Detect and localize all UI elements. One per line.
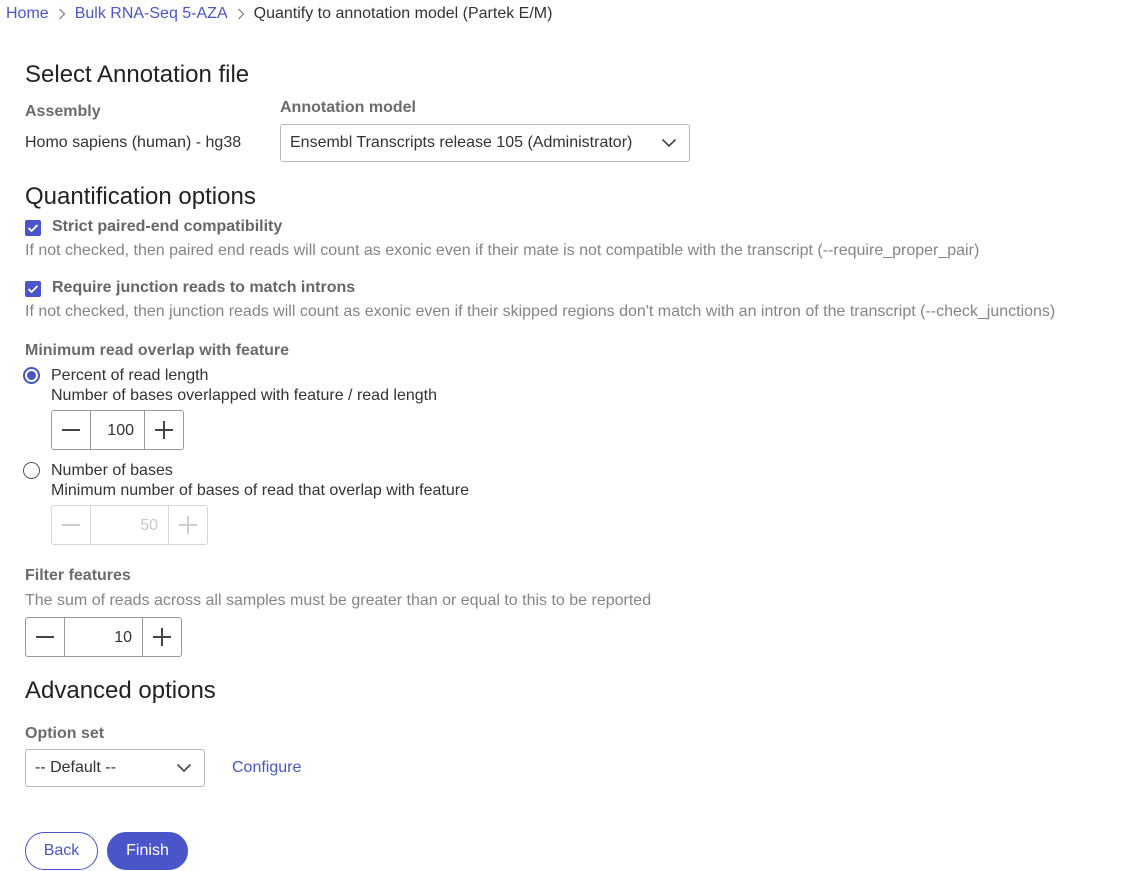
number-of-bases-desc: Minimum number of bases of read that overlap with feature [51, 482, 469, 499]
filter-features-stepper[interactable] [25, 617, 182, 657]
plus-icon [155, 421, 173, 439]
breadcrumb-current: Quantify to annotation model (Partek E/M) [253, 5, 553, 22]
number-of-bases-label: Number of bases [51, 462, 173, 479]
chevron-right-icon [58, 8, 66, 20]
breadcrumb-home-link[interactable]: Home [6, 5, 49, 22]
plus-icon [179, 516, 197, 534]
plus-icon [153, 628, 171, 646]
option-set-select[interactable] [25, 749, 205, 787]
chevron-down-icon [661, 138, 677, 148]
assembly-value: Homo sapiens (human) - hg38 [25, 134, 242, 151]
minus-icon [62, 429, 80, 431]
filter-features-title: Filter features [25, 567, 131, 584]
percent-read-length-stepper[interactable] [51, 410, 184, 450]
advanced-section-title: Advanced options [25, 677, 216, 704]
filter-features-help: The sum of reads across all samples must be greater than or equal to this to be reported [25, 592, 652, 609]
number-of-bases-input: 50 [90, 506, 169, 544]
chevron-right-icon [237, 8, 245, 20]
annotation-model-select[interactable] [280, 124, 690, 162]
quantification-section-title: Quantification options [25, 183, 256, 210]
strict-paired-end-checkbox[interactable] [25, 220, 41, 236]
increment-button [169, 506, 207, 544]
annotation-model-label: Annotation model [280, 99, 416, 116]
increment-button[interactable] [145, 411, 183, 449]
annotation-section-title: Select Annotation file [25, 61, 250, 88]
junction-reads-help: If not checked, then junction reads will count as exonic even if their skipped regions don't match with an intron of the transcript (--check_junctions) [25, 303, 1056, 320]
minus-icon [62, 524, 80, 526]
minus-icon [36, 636, 54, 638]
percent-read-length-radio[interactable] [23, 367, 40, 384]
chevron-down-icon [176, 763, 192, 773]
junction-reads-label: Require junction reads to match introns [52, 279, 356, 296]
junction-reads-checkbox[interactable] [25, 281, 41, 297]
decrement-button [52, 506, 90, 544]
number-of-bases-radio[interactable] [23, 462, 40, 479]
breadcrumb [6, 5, 552, 23]
percent-read-length-label: Percent of read length [51, 367, 209, 384]
percent-read-length-input[interactable]: 100 [90, 411, 145, 449]
assembly-label: Assembly [25, 103, 101, 120]
option-set-value: -- Default -- [35, 759, 116, 776]
finish-button[interactable]: Finish [107, 832, 188, 870]
percent-read-length-desc: Number of bases overlapped with feature / read length [51, 387, 438, 404]
decrement-button[interactable] [52, 411, 90, 449]
increment-button[interactable] [143, 618, 181, 656]
filter-features-input[interactable]: 10 [64, 618, 143, 656]
min-overlap-title: Minimum read overlap with feature [25, 342, 290, 359]
strict-paired-end-label: Strict paired-end compatibility [52, 218, 283, 235]
configure-link[interactable]: Configure [232, 759, 302, 776]
decrement-button[interactable] [26, 618, 64, 656]
strict-paired-end-help: If not checked, then paired end reads will count as exonic even if their mate is not compatible with the transcript (--require_proper_pair) [25, 242, 980, 259]
number-of-bases-stepper [51, 505, 208, 545]
check-icon [27, 223, 39, 233]
annotation-model-value: Ensembl Transcripts release 105 (Administrator) [290, 134, 633, 151]
back-button[interactable]: Back [25, 832, 98, 870]
option-set-label: Option set [25, 725, 105, 742]
breadcrumb-project-link[interactable]: Bulk RNA-Seq 5-AZA [74, 5, 228, 22]
check-icon [27, 284, 39, 294]
